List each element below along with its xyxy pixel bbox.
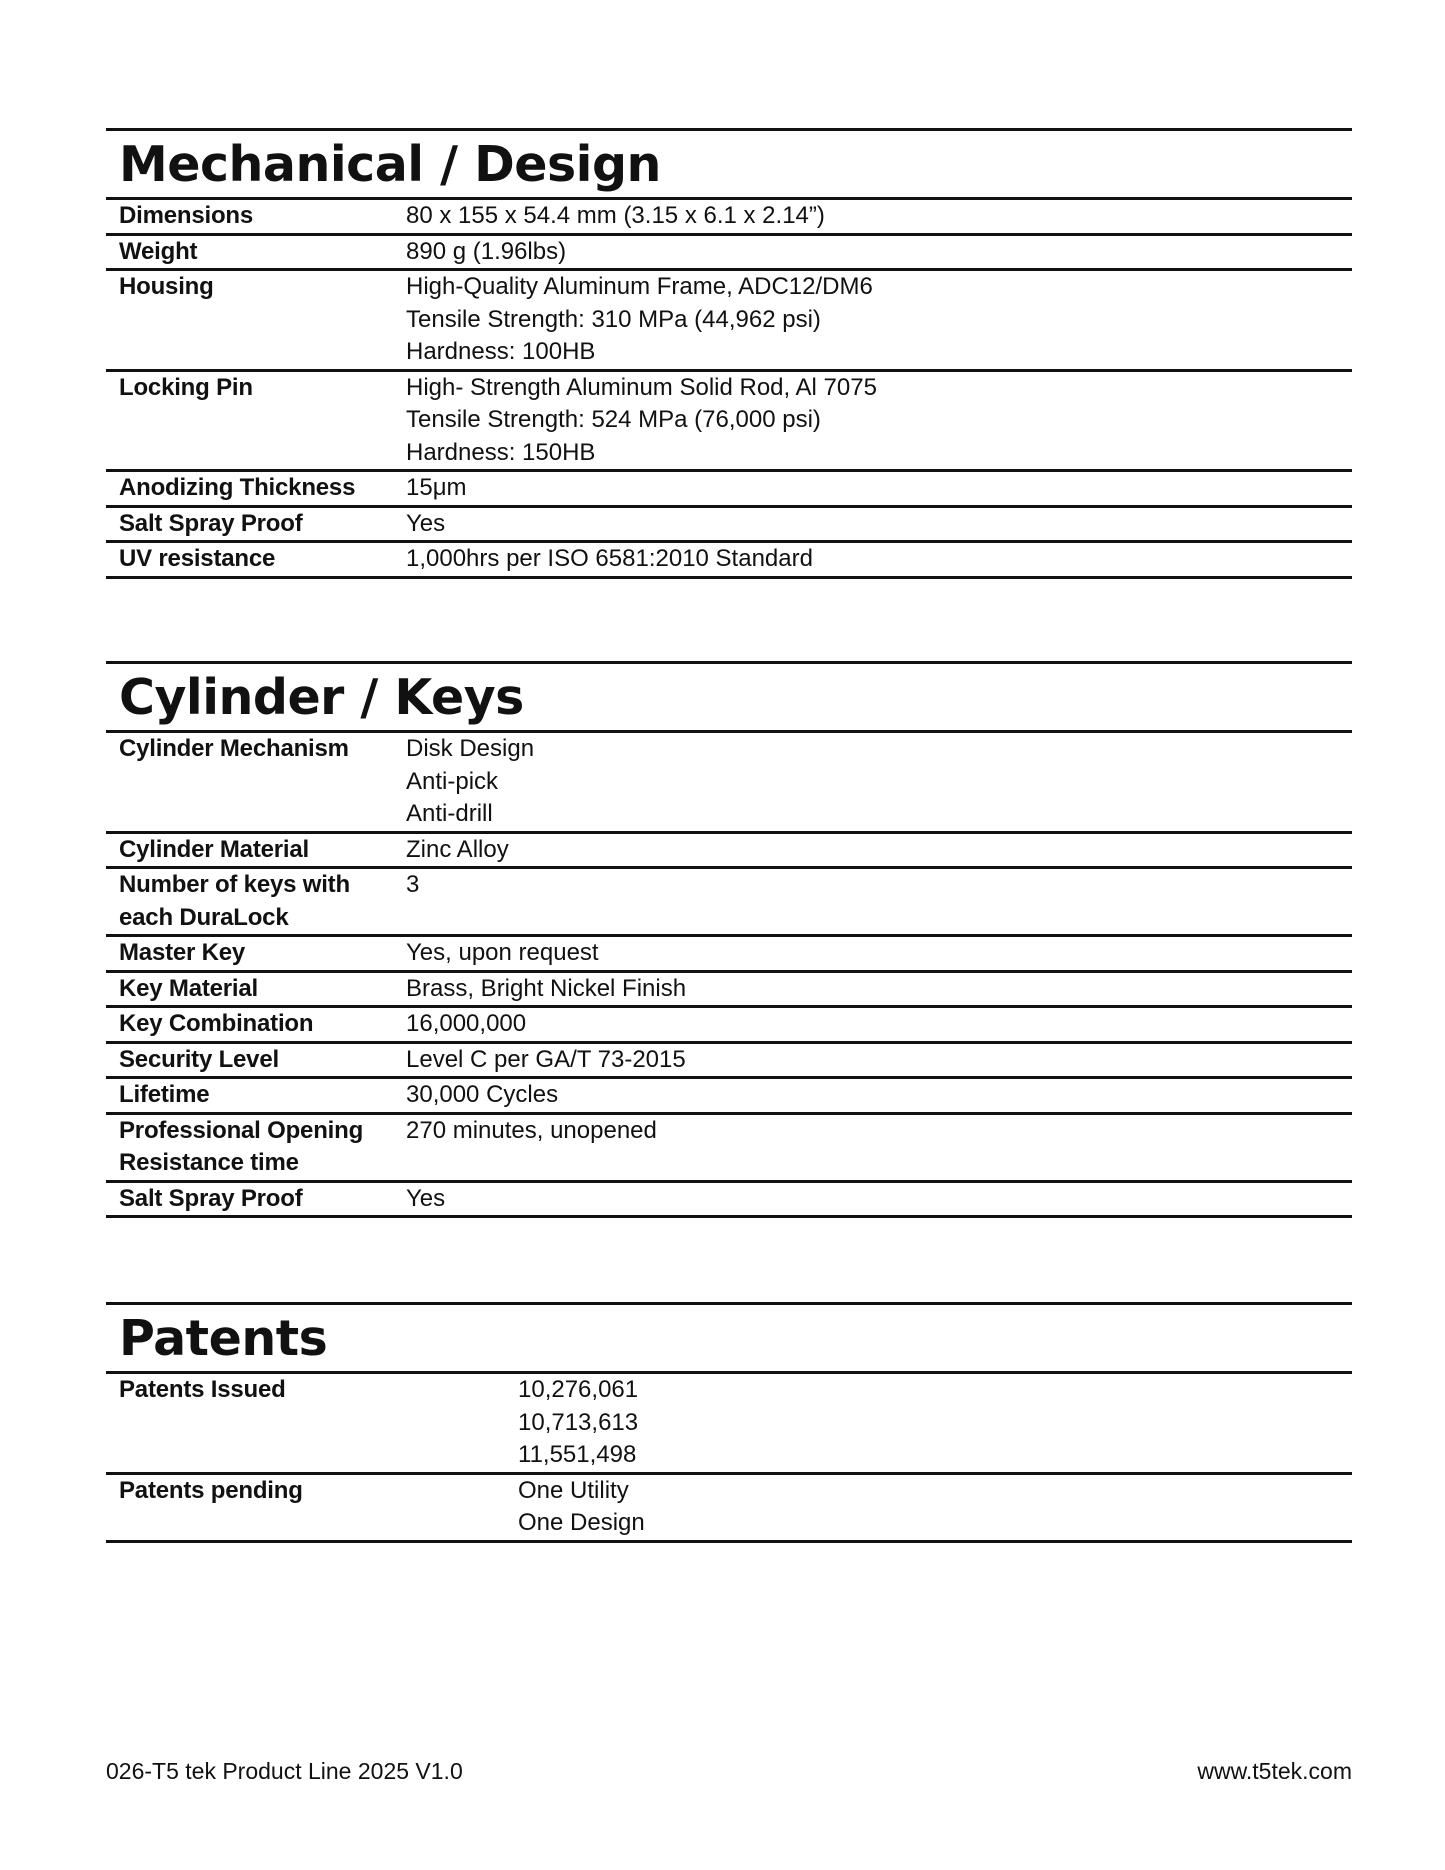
- spec-value-line: 890 g (1.96lbs): [406, 237, 567, 265]
- spec-value: [406, 1183, 445, 1216]
- spec-value: [406, 508, 445, 541]
- spec-value-line: 3: [406, 871, 420, 898]
- spec-row-patents-pending: [106, 1475, 1352, 1543]
- spec-label: Patents Issued: [119, 1376, 286, 1403]
- spec-label: Dimensions: [119, 202, 254, 229]
- spec-label: Cylinder Material: [119, 835, 309, 863]
- spec-row-salt-spray-proof: [106, 508, 1352, 544]
- spec-row-cylinder-mechanism: [106, 733, 1352, 834]
- spec-row-weight: [106, 236, 1352, 272]
- spec-label: UV resistance: [119, 545, 276, 572]
- spec-row-security-level: [106, 1044, 1352, 1080]
- spec-label: Patents pending: [119, 1476, 303, 1504]
- spec-value-line: Level C per GA/T 73-2015: [406, 1045, 686, 1073]
- spec-label: Master Key: [119, 939, 246, 966]
- spec-value: [406, 271, 873, 369]
- spec-row-opening-resistance: [106, 1115, 1352, 1183]
- spec-value-line: Yes: [406, 509, 446, 537]
- spec-value-line: Brass, Bright Nickel Finish: [406, 974, 687, 1002]
- spec-label: Locking Pin: [119, 373, 253, 401]
- spec-label: Salt Spray Proof: [119, 509, 303, 537]
- spec-value-line: 270 minutes, unopened: [406, 1116, 657, 1144]
- spec-row-key-combination: [106, 1008, 1352, 1044]
- spec-value-line: Disk Design: [406, 735, 535, 762]
- spec-value-line: 11,551,498: [518, 1441, 637, 1468]
- spec-value: [406, 733, 534, 831]
- section-title: Mechanical / Design: [106, 128, 1352, 200]
- spec-value: [406, 834, 509, 867]
- section-patents: [106, 1302, 1352, 1543]
- spec-row-anodizing-thickness: [106, 472, 1352, 508]
- spec-row-cylinder-material: [106, 834, 1352, 870]
- spec-value-line: 1,000hrs per ISO 6581:2010 Standard: [406, 545, 813, 572]
- spec-row-master-key: [106, 937, 1352, 973]
- spec-value-line: Hardness: 150HB: [406, 438, 596, 466]
- spec-label: Anodizing Thickness: [119, 474, 356, 501]
- spec-row-lifetime: [106, 1079, 1352, 1115]
- spec-value: [406, 973, 686, 1006]
- section-mechanical-design: [106, 128, 1352, 579]
- spec-label: Key Combination: [119, 1010, 314, 1037]
- section-cylinder-keys: [106, 661, 1352, 1218]
- spec-row-uv-resistance: [106, 543, 1352, 579]
- spec-value-line: Anti-pick: [406, 767, 499, 795]
- spec-row-salt-spray-proof: [106, 1183, 1352, 1219]
- spec-label: Salt Spray Proof: [119, 1184, 303, 1212]
- spec-value: [406, 1079, 558, 1112]
- spec-row-locking-pin: [106, 372, 1352, 473]
- spec-label: Security Level: [119, 1045, 279, 1073]
- section-title: Cylinder / Keys: [106, 661, 1352, 733]
- spec-value-line: Tensile Strength: 310 MPa (44,962 psi): [406, 305, 821, 333]
- spec-row-patents-issued: [106, 1374, 1352, 1475]
- spec-value: [518, 1475, 645, 1540]
- spec-value: [406, 472, 467, 505]
- spec-value-line: Tensile Strength: 524 MPa (76,000 psi): [406, 406, 821, 433]
- spec-value: [406, 372, 877, 470]
- spec-value: [406, 937, 599, 970]
- section-title: Patents: [106, 1302, 1352, 1374]
- spec-value-line: One Design: [518, 1509, 645, 1536]
- spec-value: [406, 543, 813, 576]
- spec-row-housing: [106, 271, 1352, 372]
- spec-value: [406, 200, 825, 233]
- spec-value-line: 30,000 Cycles: [406, 1081, 559, 1108]
- spec-value-line: Hardness: 100HB: [406, 338, 596, 365]
- spec-value-line: 80 x 155 x 54.4 mm (3.15 x 6.1 x 2.14”): [406, 202, 825, 229]
- spec-value: [406, 869, 419, 934]
- spec-label: Lifetime: [119, 1081, 210, 1108]
- spec-label: Cylinder Mechanism: [119, 735, 349, 762]
- footer-website-link[interactable]: www.t5tek.com: [1197, 1758, 1352, 1784]
- spec-value-line: Yes: [406, 1184, 446, 1212]
- spec-value-line: One Utility: [518, 1476, 629, 1504]
- spec-row-key-material: [106, 973, 1352, 1009]
- spec-value-line: Anti-drill: [406, 800, 493, 827]
- spec-value-line: Yes, upon request: [406, 939, 599, 966]
- spec-label: Number of keys with each DuraLock: [119, 871, 350, 931]
- spec-label: Key Material: [119, 974, 258, 1002]
- spec-value: [406, 1008, 526, 1041]
- spec-value-line: High- Strength Aluminum Solid Rod, Al 7075: [406, 373, 877, 401]
- spec-label: Weight: [119, 237, 198, 265]
- spec-value-line: Zinc Alloy: [406, 835, 509, 863]
- spec-value: [406, 236, 566, 269]
- spec-label: Housing: [119, 273, 214, 300]
- spec-value-line: 10,276,061: [518, 1376, 639, 1403]
- spec-row-dimensions: [106, 200, 1352, 236]
- spec-value-line: 10,713,613: [518, 1408, 639, 1436]
- spec-value-line: High-Quality Aluminum Frame, ADC12/DM6: [406, 273, 873, 300]
- spec-value-line: 16,000,000: [406, 1010, 527, 1037]
- spec-value-line: 15μm: [406, 474, 467, 501]
- spec-row-number-of-keys: [106, 869, 1352, 937]
- spec-value: [406, 1044, 686, 1077]
- spec-label: Professional Opening Resistance time: [119, 1116, 364, 1176]
- footer-document-id: 026-T5 tek Product Line 2025 V1.0: [106, 1758, 463, 1784]
- spec-value: [406, 1115, 657, 1180]
- spec-value: [518, 1374, 638, 1472]
